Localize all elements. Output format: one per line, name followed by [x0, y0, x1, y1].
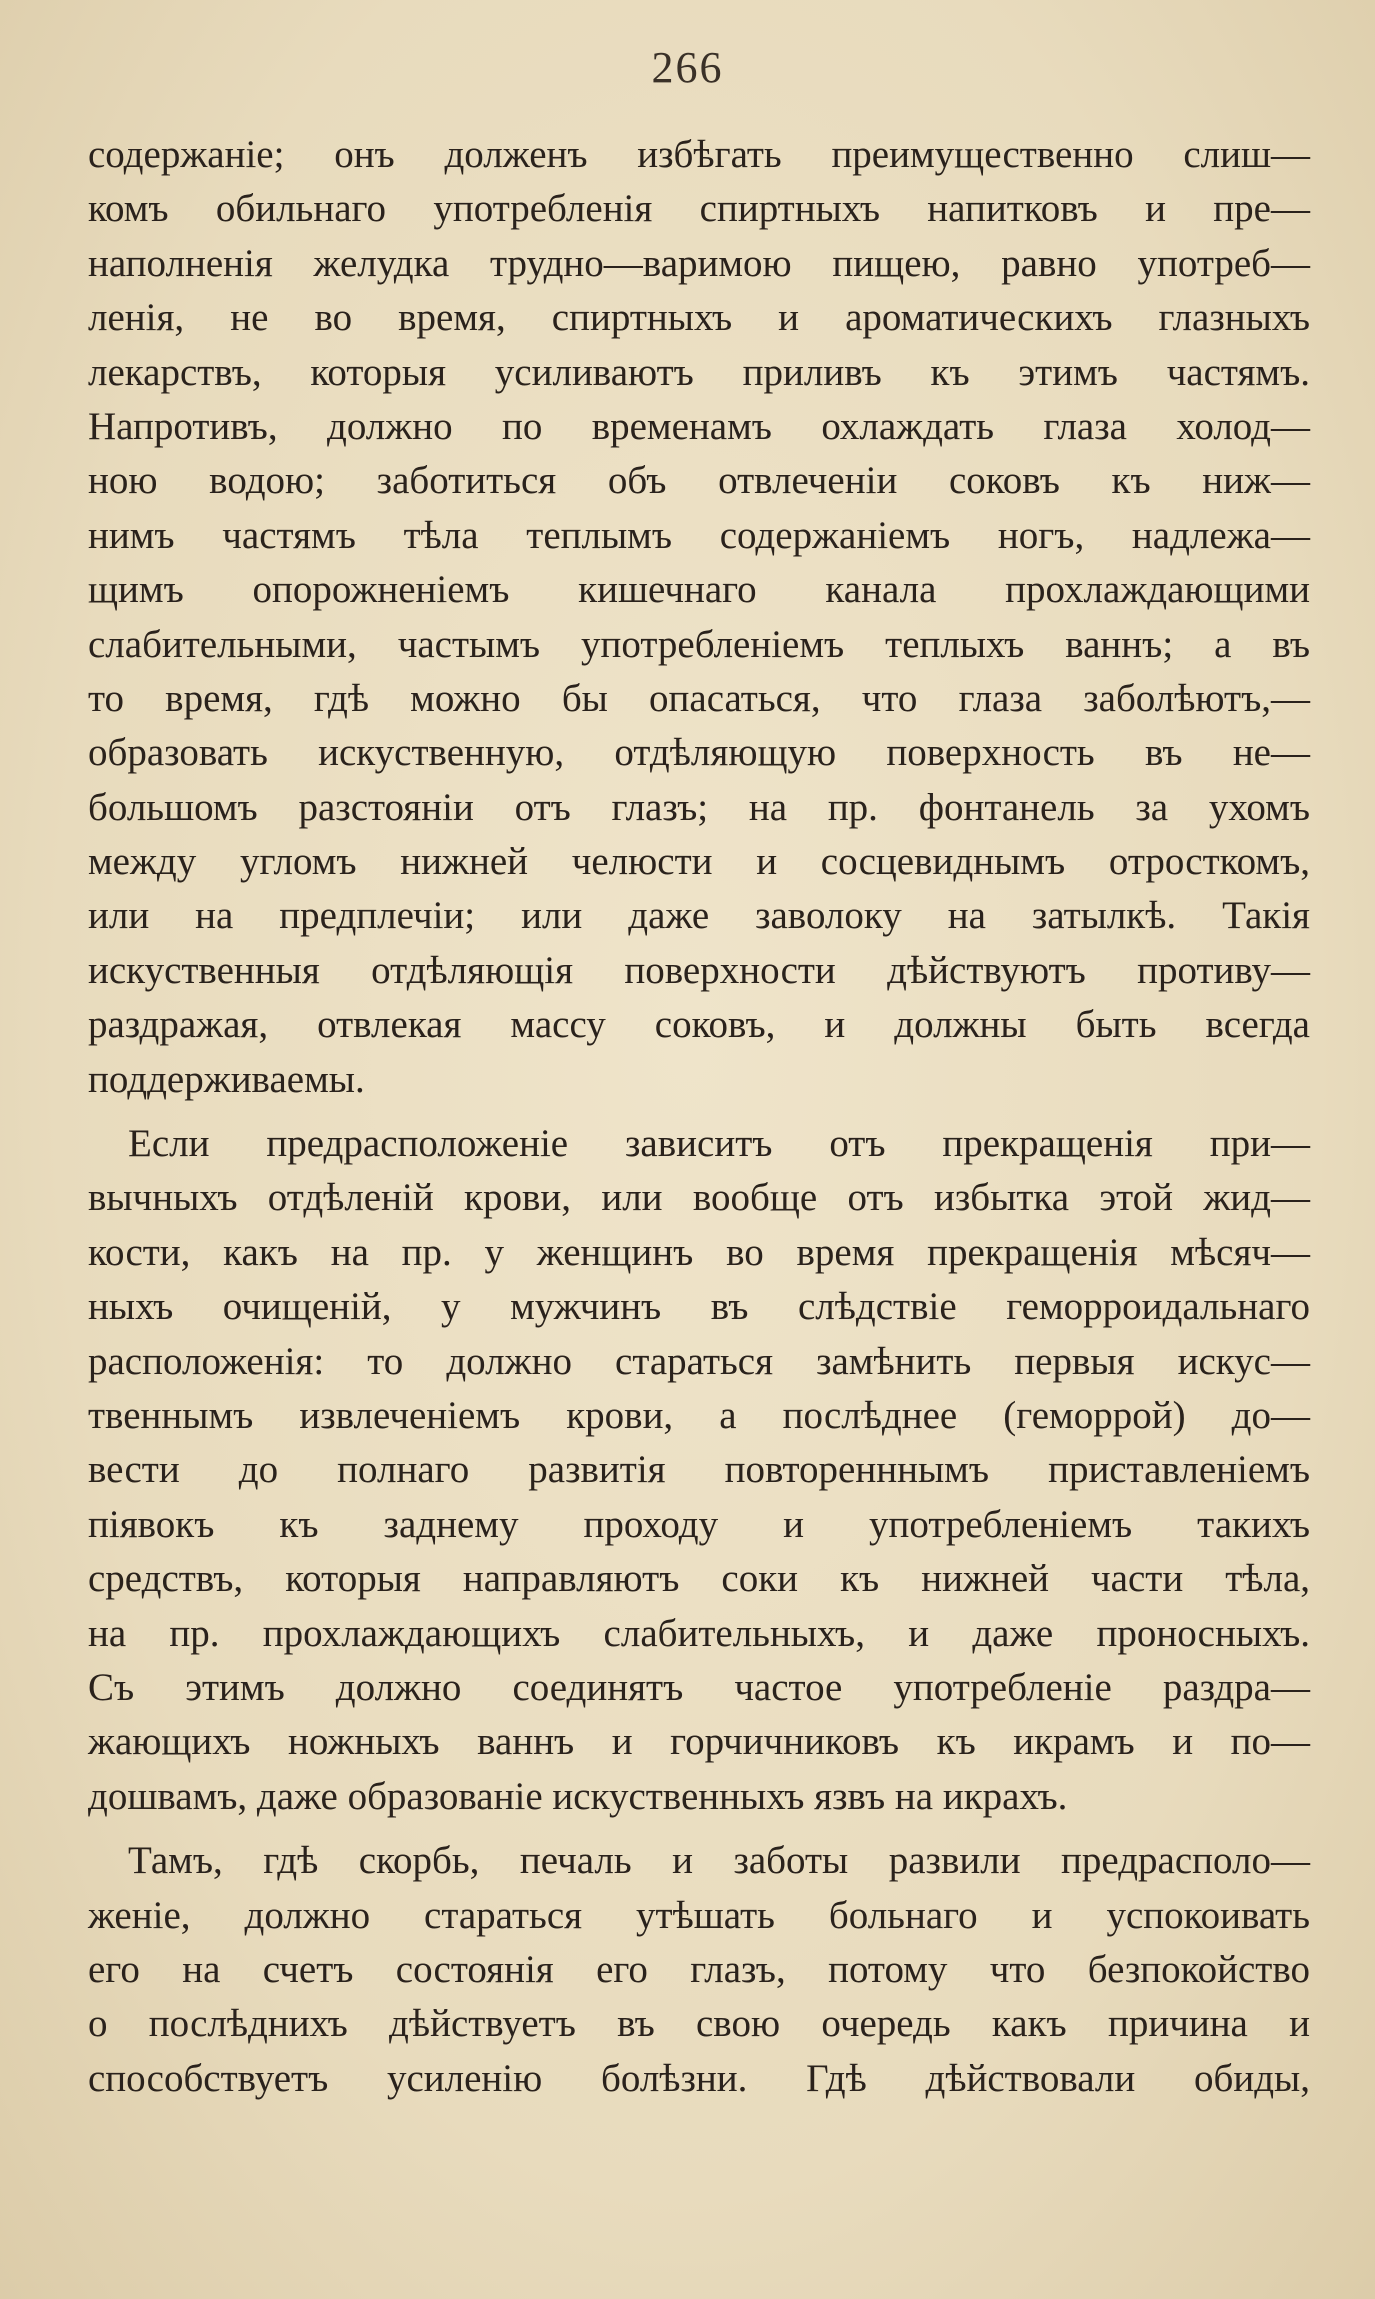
text-line: комъ обильнаго употребленія спиртныхъ напитковъ и пре—	[88, 187, 1310, 231]
text-line: лекарствъ, которыя усиливаютъ приливъ къ этимъ частямъ.	[88, 350, 1310, 394]
text-line: на пр. прохлаждающихъ слабительныхъ, и даже проносныхъ.	[88, 1611, 1310, 1655]
paragraph-2	[88, 1117, 1310, 1824]
text-line: способствуетъ усиленію болѣзни. Гдѣ дѣйствовали обиды,	[88, 2056, 1310, 2100]
text-line: нимъ частямъ тѣла теплымъ содержаніемъ ногъ, надлежа—	[88, 513, 1310, 557]
text-line: расположенія: то должно стараться замѣнить первыя искус—	[88, 1339, 1310, 1383]
text-line: средствъ, которыя направляютъ соки къ нижней части тѣла,	[88, 1557, 1310, 1601]
text-line: искуственныя отдѣляющія поверхности дѣйствуютъ противу—	[88, 948, 1310, 992]
text-line: слабительными, частымъ употребленіемъ теплыхъ ваннъ; а въ	[88, 622, 1310, 666]
text-line: піявокъ къ заднему проходу и употребленіемъ такихъ	[88, 1502, 1310, 1546]
text-line: ною водою; заботиться объ отвлеченіи соковъ къ ниж—	[88, 459, 1310, 503]
text-line: кости, какъ на пр. у женщинъ во время прекращенія мѣсяч—	[88, 1230, 1310, 1274]
text-line: ленія, не во время, спиртныхъ и ароматическихъ глазныхъ	[88, 296, 1310, 340]
text-line: о послѣднихъ дѣйствуетъ въ свою очередь какъ причина и	[88, 2002, 1310, 2046]
text-line: жающихъ ножныхъ ваннъ и горчичниковъ къ икрамъ и по—	[88, 1720, 1310, 1764]
text-line: вести до полнаго развитія повторенннымъ приставленіемъ	[88, 1448, 1310, 1492]
text-line: или на предплечіи; или даже заволоку на затылкѣ. Такія	[88, 894, 1310, 938]
text-line: вычныхъ отдѣленій крови, или вообще отъ избытка этой жид—	[88, 1176, 1310, 1220]
text-line: его на счетъ состоянія его глазъ, потому что безпокойство	[88, 1947, 1310, 1991]
text-line: дошвамъ, даже образованіе искуственныхъ язвъ на икрахъ.	[88, 1774, 1068, 1818]
text-line: образовать искуственную, отдѣляющую поверхность въ не—	[88, 731, 1310, 775]
text-line: женіе, должно стараться утѣшать больнаго и успокоивать	[88, 1893, 1310, 1937]
text-line: между угломъ нижней челюсти и сосцевиднымъ отросткомъ,	[88, 840, 1310, 884]
text-line: наполненія желудка трудно—варимою пищею, равно употреб—	[88, 241, 1310, 285]
paragraph-gap	[88, 1824, 1310, 1834]
text-line: Напротивъ, должно по временамъ охлаждать глаза холод—	[88, 404, 1310, 448]
body-text	[88, 128, 1310, 2106]
text-line: ныхъ очищеній, у мужчинъ въ слѣдствіе геморроидальнаго	[88, 1285, 1310, 1329]
text-line: Тамъ, гдѣ скорбь, печаль и заботы развили предрасполо—	[128, 1839, 1310, 1883]
paragraph-1	[88, 128, 1310, 1107]
text-line: раздражая, отвлекая массу соковъ, и должны быть всегда	[88, 1003, 1310, 1047]
text-line: то время, гдѣ можно бы опасаться, что глаза заболѣютъ,—	[88, 676, 1310, 720]
text-line: поддерживаемы.	[88, 1057, 365, 1101]
text-line: большомъ разстояніи отъ глазъ; на пр. фонтанель за ухомъ	[88, 785, 1310, 829]
text-line: содержаніе; онъ долженъ избѣгать преимущественно слиш—	[88, 133, 1310, 176]
text-line: Если предрасположеніе зависитъ отъ прекращенія при—	[128, 1122, 1310, 1166]
text-line: твеннымъ извлеченіемъ крови, а послѣднее (геморрой) до—	[88, 1393, 1310, 1437]
page-number: 266	[651, 43, 724, 92]
text-line: Съ этимъ должно соединятъ частое употребленіе раздра—	[88, 1665, 1310, 1709]
text-line: щимъ опорожненіемъ кишечнаго канала прохлаждающими	[88, 568, 1310, 612]
paragraph-3	[88, 1834, 1310, 2106]
paragraph-gap	[88, 1107, 1310, 1117]
